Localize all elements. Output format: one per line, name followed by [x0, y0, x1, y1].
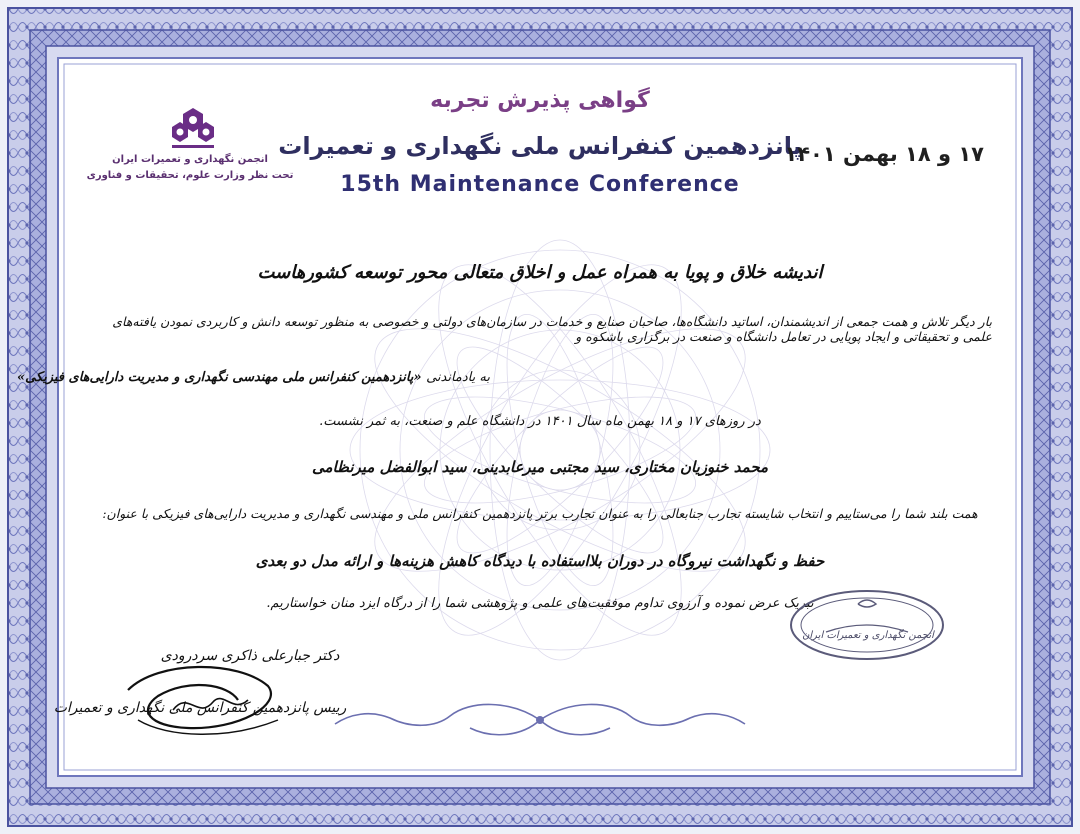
organization-subtitle: تحت نظر وزارت علوم، تحقیقات و فناوری [86, 170, 294, 181]
paragraph-2-lead: به یادماندنی [426, 370, 490, 385]
body-paragraph-2 [17, 370, 490, 385]
conference-title-en: 15th Maintenance Conference [340, 172, 740, 197]
conference-full-title: «پانزدهمین کنفرانس ملی مهندسی نگهداری و مدیریت دارایی‌های فیزیکی» [16, 370, 422, 385]
body-paragraph-4: همت بلند شما را می‌ستاییم و انتخاب شایسته تجارب جنابعالی را به عنوان تجارب برتر پانزدهمین کنفرانس ملی و مهندسی نگهداری و مدیریت دارایی‌های فیزیکی با عنوان: [102, 506, 978, 521]
body-paragraph-3: در روزهای ۱۷ و ۱۸ بهمن ماه سال ۱۴۰۱ در دانشگاه علم و صنعت، به ثمر نشست. [319, 414, 761, 429]
closing-paragraph: تبریک عرض نموده و آرزوی تداوم موفقیت‌های علمی و پژوهشی شما را از درگاه ایزد منان خواستاریم. [266, 596, 814, 611]
recipient-names: محمد خنوزیان مختاری، سید مجتبی میرعابدینی، سید ابوالفضل میرنظامی [311, 458, 769, 476]
signatory-role: رییس پانزدهمین کنفرانس ملی نگهداری و تعمیرات [53, 700, 347, 716]
motto: اندیشه خلاق و پویا به همراه عمل و اخلاق متعالی محور توسعه کشورهاست [257, 262, 823, 283]
handwritten-signature-icon [118, 650, 288, 742]
organization-name: انجمن نگهداری و تعمیرات ایران [112, 154, 268, 165]
body-paragraph-1: بار دیگر تلاش و همت جمعی از اندیشمندان، اساتید دانشگاه‌ها، صاحبان صنایع و خدمات در سازمان‌های دولتی و خصوصی به منظور توسعه دانش و کاربردی نمودن یافته‌های علمی و تحقیقاتی و ایجاد پویایی در تعامل دانشگاه و صنعت در برگزاری باشکوه و [112, 314, 992, 344]
signatory-name: دکتر جبارعلی ذاکری سردرودی [160, 648, 340, 664]
certificate-title: گواهی پذیرش تجربه [430, 88, 650, 113]
stamp-text: انجمن نگهداری و تعمیرات ایران [802, 630, 934, 641]
official-stamp-icon [786, 586, 948, 664]
conference-date: ۱۷ و ۱۸ بهمن ۱۴۰۱ [784, 142, 984, 166]
experience-title: حفظ و نگهداشت نیروگاه در دوران بلااستفاده با دیدگاه کاهش هزینه‌ها و ارائه مدل دو بعدی [255, 552, 825, 570]
conference-title-fa: پانزدهمین کنفرانس ملی نگهداری و تعمیرات [278, 132, 802, 160]
bottom-flourish-icon [330, 698, 750, 742]
